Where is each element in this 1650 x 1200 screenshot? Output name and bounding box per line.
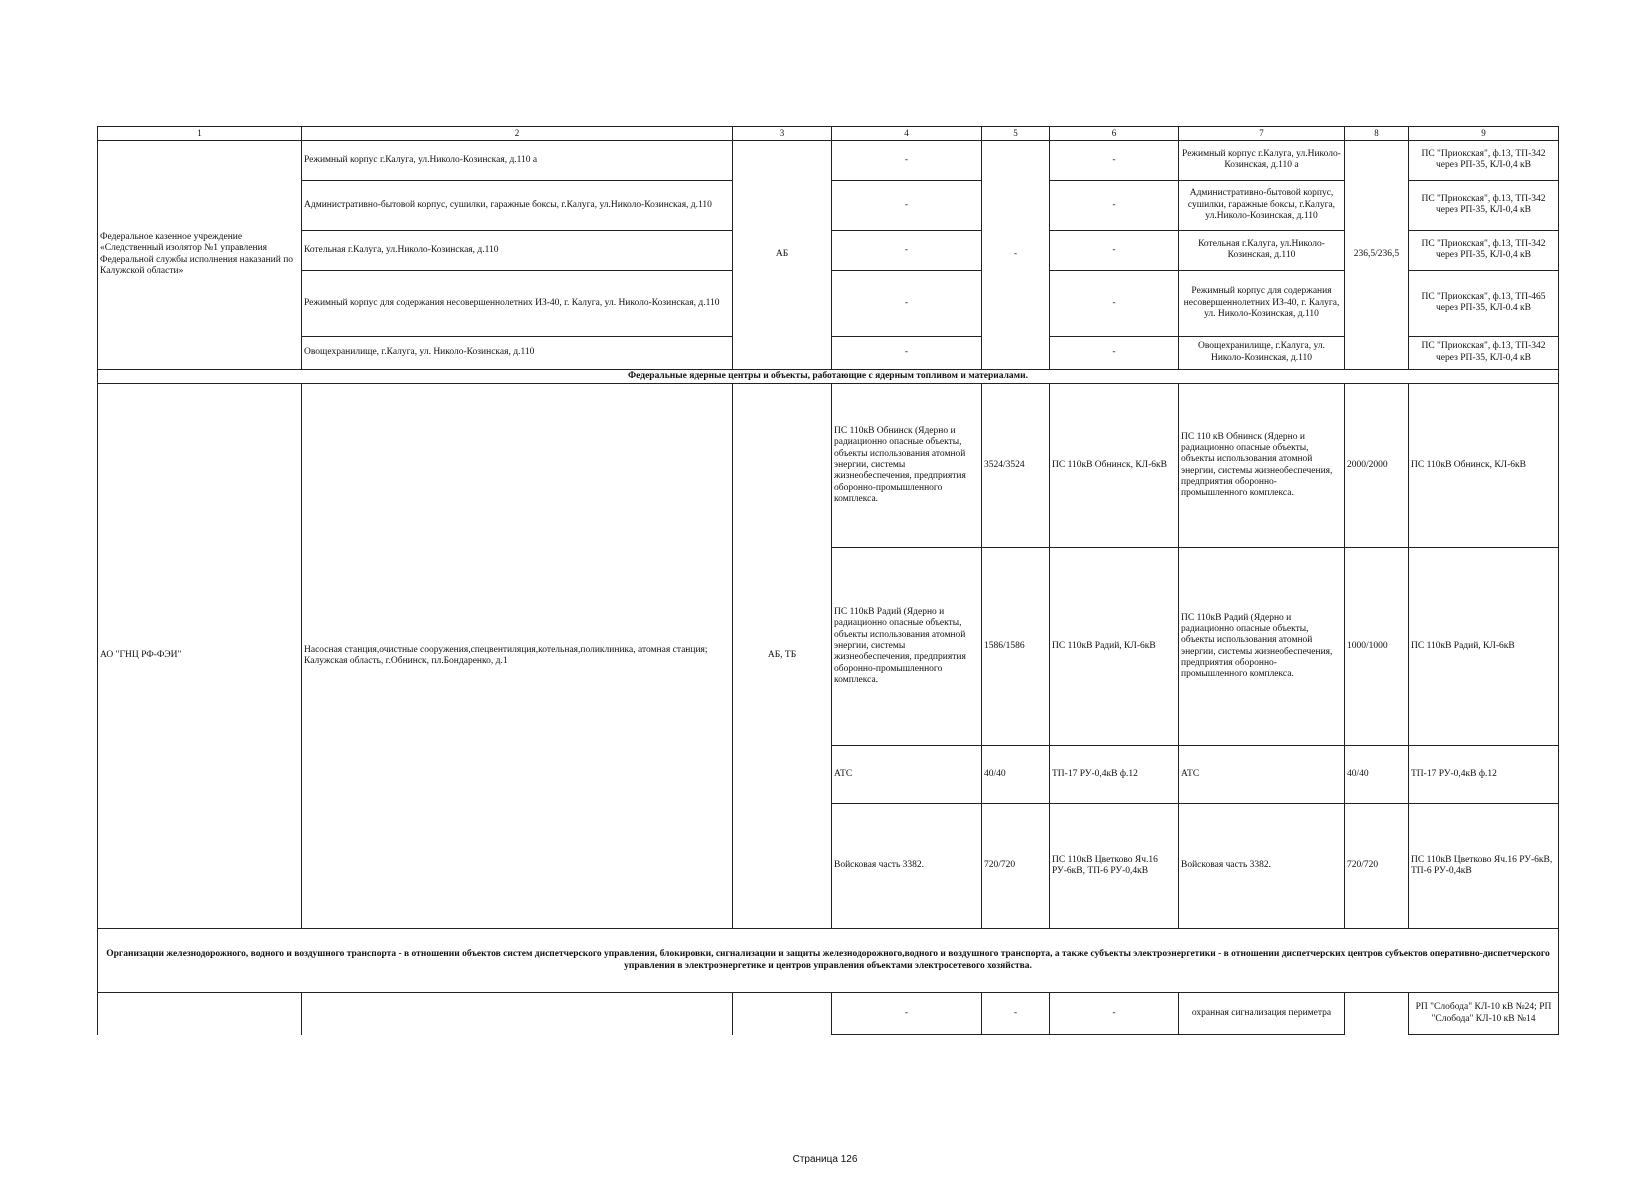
col7-cell: Войсковая часть 3382. xyxy=(1179,804,1345,929)
col7-cell: Режимный корпус для содержания несовершеннолетних ИЗ-40, г. Калуга, ул. Николо-Козинская, д.110 xyxy=(1179,270,1345,336)
table-row xyxy=(98,384,1559,548)
col8-cell: 2000/2000 xyxy=(1345,384,1409,548)
category-cell xyxy=(733,993,832,1035)
col4-cell: - xyxy=(832,993,982,1035)
col9-cell: ПС 110кВ Радий, КЛ-6кВ xyxy=(1409,548,1559,746)
col9-cell: ПС 110кВ Обнинск, КЛ-6кВ xyxy=(1409,384,1559,548)
object-cell: Режимный корпус г.Калуга, ул.Николо-Козинская, д.110 а xyxy=(302,140,733,180)
column-header-row xyxy=(98,127,1559,141)
document-table xyxy=(97,126,1559,1035)
col-header-4: 4 xyxy=(832,127,982,141)
table-row xyxy=(98,993,1559,1035)
category-cell: АБ xyxy=(733,140,832,369)
col9-cell: ПС "Приокская", ф.13, ТП-465 через РП-35, КЛ-0.4 кВ xyxy=(1409,270,1559,336)
org-name-cell: АО "ГНЦ РФ-ФЭИ" xyxy=(98,384,302,929)
org-name-cell xyxy=(98,993,302,1035)
page-number: Страница 126 xyxy=(792,1154,858,1165)
col-header-1: 1 xyxy=(98,127,302,141)
col4-cell: Войсковая часть 3382. xyxy=(832,804,982,929)
col9-cell: ПС "Приокская", ф.13, ТП-342 через РП-35, КЛ-0,4 кВ xyxy=(1409,140,1559,180)
section-title: Федеральные ядерные центры и объекты, работающие с ядерным топливом и материалами. xyxy=(98,369,1559,383)
col4-cell: ПС 110кВ Радий (Ядерно и радиационно опасные объекты, объекты использования атомной энергии, системы жизнеобеспечения, предприятия оборонно-промышленного комплекса. xyxy=(832,548,982,746)
col6-cell: - xyxy=(1050,993,1179,1035)
col7-cell: АТС xyxy=(1179,746,1345,804)
col4-cell: ПС 110кВ Обнинск (Ядерно и радиационно опасные объекты, объекты использования атомной энергии, системы жизнеобеспечения, предприятия оборонно-промышленного комплекса. xyxy=(832,384,982,548)
col7-cell: Котельная г.Калуга, ул.Николо-Козинская, д.110 xyxy=(1179,230,1345,270)
col6-cell: ПС 110кВ Цветково Яч.16 РУ-6кВ, ТП-6 РУ-0,4кВ xyxy=(1050,804,1179,929)
col4-cell: - xyxy=(832,336,982,369)
category-cell: АБ, ТБ xyxy=(733,384,832,929)
col9-cell: РП "Слобода" КЛ-10 кВ №24; РП "Слобода" КЛ-10 кВ №14 xyxy=(1409,993,1559,1035)
col5-cell: 720/720 xyxy=(982,804,1050,929)
col5-cell: 40/40 xyxy=(982,746,1050,804)
col6-cell: ТП-17 РУ-0,4кВ ф.12 xyxy=(1050,746,1179,804)
col6-cell: ПС 110кВ Обнинск, КЛ-6кВ xyxy=(1050,384,1179,548)
col-header-7: 7 xyxy=(1179,127,1345,141)
col-header-9: 9 xyxy=(1409,127,1559,141)
col6-cell: - xyxy=(1050,336,1179,369)
col5-cell: 3524/3524 xyxy=(982,384,1050,548)
col5-cell: - xyxy=(982,993,1050,1035)
col-header-5: 5 xyxy=(982,127,1050,141)
col-header-2: 2 xyxy=(302,127,733,141)
col-header-3: 3 xyxy=(733,127,832,141)
col7-cell: Режимный корпус г.Калуга, ул.Николо-Козинская, д.110 а xyxy=(1179,140,1345,180)
col8-cell: 40/40 xyxy=(1345,746,1409,804)
col8-cell xyxy=(1345,993,1409,1035)
col6-cell: - xyxy=(1050,270,1179,336)
object-cell: Насосная станция,очистные сооружения,спецвентиляция,котельная,поликлиника, атомная станция; Калужская область, г.Обнинск, пл.Бондаренко, д.1 xyxy=(302,384,733,929)
col6-cell: - xyxy=(1050,230,1179,270)
section-title: Организации железнодорожного, водного и воздушного транспорта - в отношении объектов систем диспетчерского управления, блокировки, сигнализации и защиты железнодорожного,водного и воздушного транспорта, а также субъекты электроэнергетики - в отношении диспетчерских центров субъектов оперативно-диспетчерского управления в электроэнергетике и центров управления объектами электросетевого хозяйства. xyxy=(98,929,1559,993)
org-name-cell: Федеральное казенное учреждение «Следственный изолятор №1 управления Федеральной службы исполнения наказаний по Калужской области» xyxy=(98,140,302,369)
col5-cell: 1586/1586 xyxy=(982,548,1050,746)
col4-cell: - xyxy=(832,140,982,180)
col7-cell: охранная сигнализация периметра xyxy=(1179,993,1345,1035)
object-cell: Административно-бытовой корпус, сушилки, гаражные боксы, г.Калуга, ул.Николо-Козинская, д.110 xyxy=(302,180,733,230)
section-row xyxy=(98,369,1559,383)
col7-cell: ПС 110кВ Радий (Ядерно и радиационно опасные объекты, объекты использования атомной энергии, системы жизнеобеспечения, предприятия оборонно-промышленного комплекса. xyxy=(1179,548,1345,746)
col6-cell: ПС 110кВ Радий, КЛ-6кВ xyxy=(1050,548,1179,746)
col7-cell: Административно-бытовой корпус, сушилки, гаражные боксы, г.Калуга, ул.Николо-Козинская, д.110 xyxy=(1179,180,1345,230)
col8-cell: 236,5/236,5 xyxy=(1345,140,1409,369)
col-header-6: 6 xyxy=(1050,127,1179,141)
table-row xyxy=(98,140,1559,180)
col7-cell: ПС 110 кВ Обнинск (Ядерно и радиационно опасные объекты, объекты использования атомной энергии, системы жизнеобеспечения, предприятия оборонно- промышленного комплекса. xyxy=(1179,384,1345,548)
col-header-8: 8 xyxy=(1345,127,1409,141)
col5-cell: - xyxy=(982,140,1050,369)
section-row xyxy=(98,929,1559,993)
col9-cell: ТП-17 РУ-0,4кВ ф.12 xyxy=(1409,746,1559,804)
object-cell: Овощехранилище, г.Калуга, ул. Николо-Козинская, д.110 xyxy=(302,336,733,369)
col9-cell: ПС "Приокская", ф.13, ТП-342 через РП-35, КЛ-0,4 кВ xyxy=(1409,230,1559,270)
col4-cell: АТС xyxy=(832,746,982,804)
col4-cell: - xyxy=(832,180,982,230)
col8-cell: 1000/1000 xyxy=(1345,548,1409,746)
col6-cell: - xyxy=(1050,140,1179,180)
object-cell: Режимный корпус для содержания несовершеннолетних ИЗ-40, г. Калуга, ул. Николо-Козинская, д.110 xyxy=(302,270,733,336)
col8-cell: 720/720 xyxy=(1345,804,1409,929)
object-cell: Котельная г.Калуга, ул.Николо-Козинская, д.110 xyxy=(302,230,733,270)
col7-cell: Овощехранилище, г.Калуга, ул. Николо-Козинская, д.110 xyxy=(1179,336,1345,369)
col6-cell: - xyxy=(1050,180,1179,230)
col9-cell: ПС 110кВ Цветково Яч.16 РУ-6кВ, ТП-6 РУ-0,4кВ xyxy=(1409,804,1559,929)
col4-cell: - xyxy=(832,230,982,270)
col4-cell: - xyxy=(832,270,982,336)
col9-cell: ПС "Приокская", ф.13, ТП-342 через РП-35, КЛ-0,4 кВ xyxy=(1409,180,1559,230)
object-cell xyxy=(302,993,733,1035)
col9-cell: ПС "Приокская", ф.13, ТП-342 через РП-35, КЛ-0,4 кВ xyxy=(1409,336,1559,369)
